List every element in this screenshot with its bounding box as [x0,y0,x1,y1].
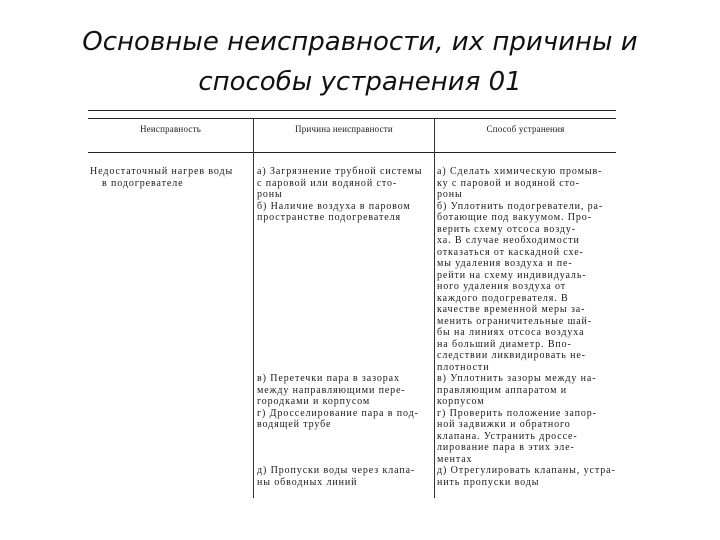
table-cell-line [257,235,433,247]
remedy-column [437,166,616,488]
table-cell-line: ного удаления воздуха от [437,281,567,292]
table-cell-line [257,270,433,282]
table-cell-line [257,362,433,374]
table-cell-line: рейти на схему индивидуаль- [437,269,587,281]
header-cause: Причина неисправности [295,124,393,134]
scanned-table [88,110,616,498]
table-cell-line [257,258,433,270]
slide-title-line-1: Основные неисправности, их причины и [82,27,638,57]
table-cell-line: г) Дросселирование пара в под- [257,407,419,419]
fault-column [90,166,252,189]
table-cell-line: ха. В случае необходимости [437,235,580,246]
table-cell-line: ны обводных линий [257,476,358,488]
table-cell-line: водящей трубе [257,419,332,430]
table-cell-line: д) Отрегулировать клапаны, устра- [437,465,616,476]
slide-title [0,22,720,102]
table-cell-line: корпусом [437,396,485,407]
table-cell-line: менить ограничительные шай- [437,315,593,327]
table-cell-line: следствии ликвидировать не- [437,350,586,361]
table-cell-line: правляющим аппаратом и [437,384,567,396]
table-cell-line: с паровой или водяной сто- [257,177,398,189]
slide-title-line-2: способы устранения 01 [198,67,522,97]
header-remedy: Способ устранения [486,124,565,134]
table-cell-line: мы удаления воздуха и пе- [437,258,573,269]
table-cell-line: качестве временной меры за- [437,304,586,315]
table-cell-line: роны [257,189,283,200]
table-cell-line: д) Пропуски воды через клапа- [257,465,416,476]
table-cell-line: клапана. Устранить дроссе- [437,430,578,442]
table-cell-line: плотности [437,361,490,373]
table-cell-line: г) Проверить положение запор- [437,407,597,419]
table-cell-line: а) Загрязнение трубной системы [257,166,423,177]
table-cell-line: а) Сделать химическую промыв- [437,166,603,177]
table-cell-line: ку с паровой и водяной сто- [437,177,580,189]
header-bottom-rule [88,152,616,153]
table-cell-line: лирование пара в этих эле- [437,442,575,453]
table-cell-line: в) Уплотнить зазоры между на- [437,373,597,384]
table-top-rule [88,110,616,111]
table-cell-line: каждого подогревателя. В [437,292,569,304]
table-cell-line [257,442,433,454]
table-cell-line: ной задвижки и обратного [437,419,571,430]
table-cell-line: ментах [437,453,473,465]
table-cell-line: отказаться от каскадной схе- [437,246,584,258]
table-cell-line [257,339,433,351]
table-cell-line [257,350,433,362]
table-cell-line: бы на линиях отсоса воздуха [437,327,585,338]
table-cell-line: в подогревателе [102,177,184,189]
table-cell-line: в) Перетечки пара в зазорах [257,373,400,384]
cause-column [257,166,433,488]
table-cell-line [257,431,433,443]
table-cell-line [257,281,433,293]
table-cell-line: нить пропуски воды [437,476,540,488]
table-cell-line [257,304,433,316]
table-cell-line [257,327,433,339]
table-cell-line: городками и корпусом [257,396,371,407]
table-cell-line: пространстве подогревателя [257,212,401,223]
table-cell-line: между направляющими пере- [257,384,406,396]
table-cell-line: б) Уплотнить подогреватели, ра- [437,200,604,212]
table-cell-line [257,224,433,236]
table-cell-line [257,247,433,259]
header-fault: Неисправность [139,124,202,134]
table-cell-line: б) Наличие воздуха в паровом [257,200,411,212]
table-cell-line: роны [437,189,463,200]
table-top-rule-2 [88,118,616,119]
table-cell-line [257,316,433,328]
table-cell-line: Недостаточный нагрев воды [90,166,234,177]
table-cell-line [257,293,433,305]
table-cell-line [257,454,433,466]
column-divider-1 [253,118,254,498]
column-divider-2 [434,118,435,498]
table-cell-line: ботающие под вакуумом. Про- [437,212,592,223]
table-cell-line: верить схему отсоса возду- [437,223,576,235]
table-cell-line: на больший диаметр. Впо- [437,338,572,350]
